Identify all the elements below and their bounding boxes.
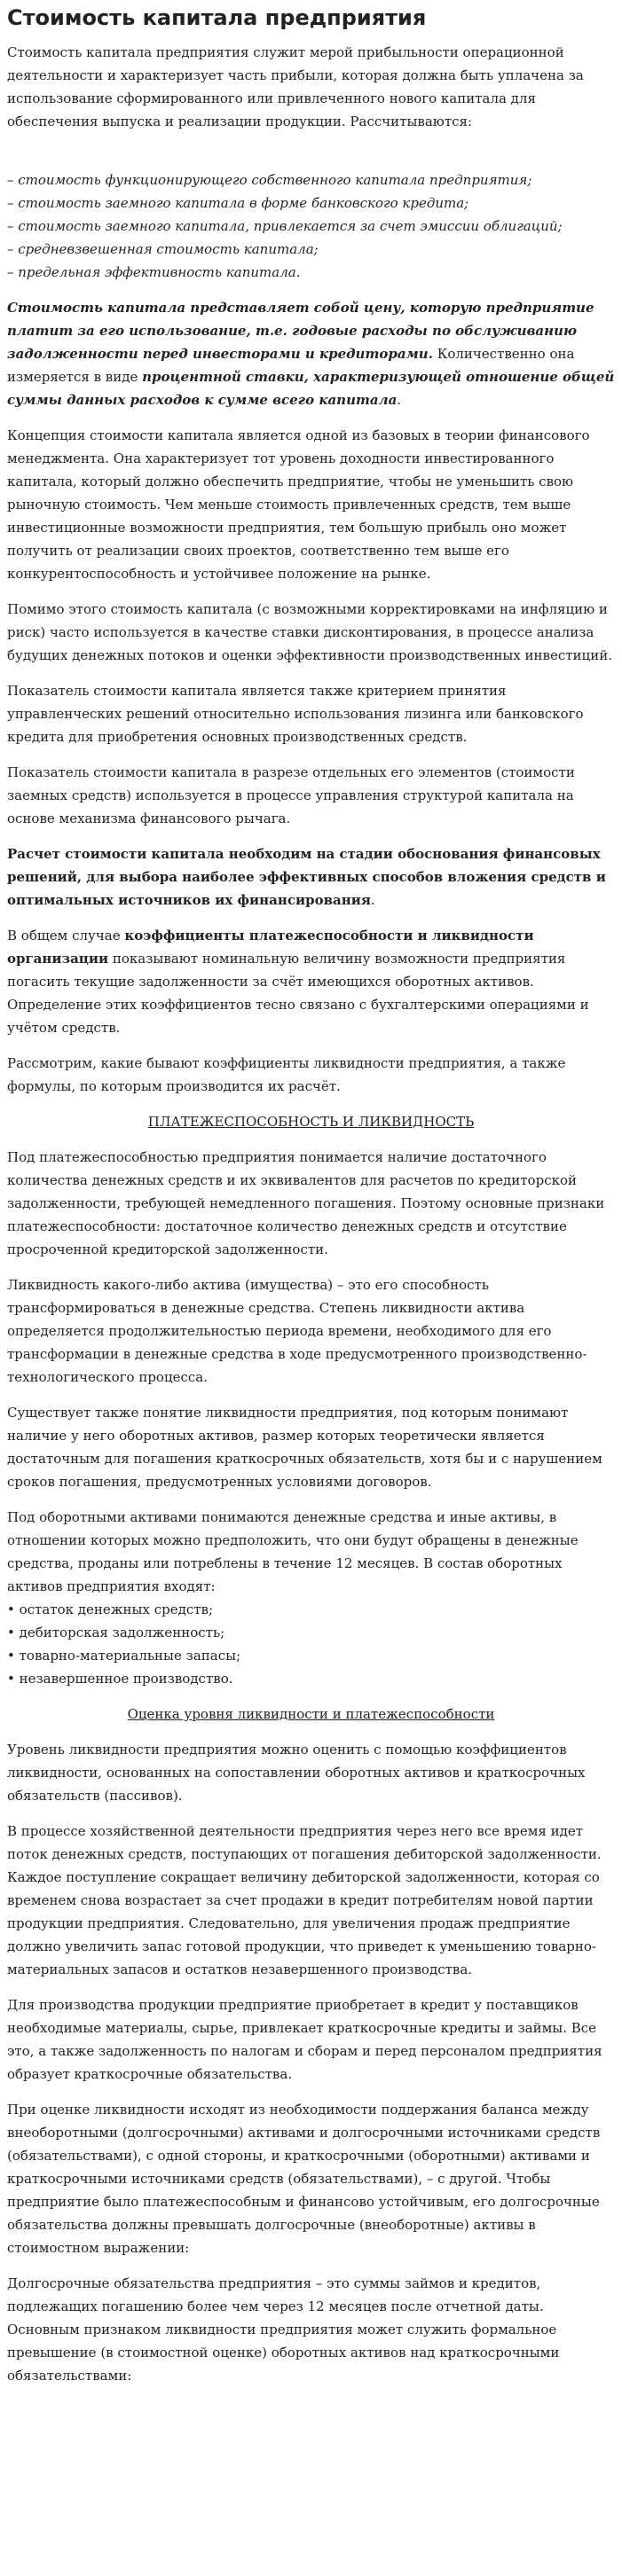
list-item: – стоимость заемного капитала, привлекается за счет эмиссии облигаций; — [7, 218, 563, 234]
list-item: • остаток денежных средств; — [7, 1601, 214, 1617]
level-paragraph: Уровень ликвидности предприятия можно оценить с помощью коэффициентов ликвидности, основанных на сопоставлении оборотных активов и краткосрочных обязательств (пассивов). — [7, 1742, 586, 1804]
concept-paragraph: Концепция стоимости капитала является одной из базовых в теории финансового менеджмента. Она характеризует тот уровень доходности инвестированного капитала, который должно обеспечить предприятие, чтобы не уменьшить свою рыночную стоимость. Чем меньше стоимость привлеченных средств, тем выше инвестиционные возможности предприятия, тем большую прибыль оно может получить от реализации своих проектов, соответственно тем выше его конкурентоспособность и устойчивее положение на рынке. — [7, 427, 590, 582]
assets-list — [7, 1598, 615, 1690]
general-paragraph — [7, 924, 615, 1039]
criterion-paragraph: Показатель стоимости капитала является также критерием принятия управленческих решений относительно использования лизинга или банковского кредита для приобретения основных производственных средств. — [7, 683, 584, 745]
definition-paragraph — [7, 296, 615, 411]
consider-paragraph: Рассмотрим, какие бывают коэффициенты ликвидности предприятия, а также формулы, по которым производится их расчёт. — [7, 1055, 566, 1094]
definition-end: . — [397, 392, 402, 408]
liquidity-company-paragraph: Существует также понятие ликвидности предприятия, под которым понимают наличие у него оборотных активов, размер которых теоретически является достаточным для погашения краткосрочных обязательств, хотя бы и с нарушением сроков погашения, предусмотренных условиями договоров. — [7, 1405, 602, 1490]
structure-paragraph: Показатель стоимости капитала в разрезе отдельных его элементов (стоимости заемных средств) используется в процессе управления структурой капитала на основе механизма финансового рычага. — [7, 764, 575, 826]
current-assets-paragraph: Под оборотными активами понимаются денежные средства и иные активы, в отношении которых можно предположить, что они будут обращены в денежные средства, проданы или потреблены в течение 12 месяцев. В состав оборотных активов предприятия входят: — [7, 1509, 579, 1594]
assessment-paragraph: При оценке ликвидности исходят из необходимости поддержания баланса между внеоборотными (долгосрочными) активами и долгосрочными источниками средств (обязательствами), с одной стороны, и краткосрочными (оборотными) активами и краткосрочными источниками средств (обязательствами), – с другой. Чтобы предприятие было платежеспособным и финансово устойчивым, его долгосрочные обязательства должны превышать долгосрочные (внеоборотные) активы в стоимостном выражении: — [7, 2102, 601, 2256]
list-item: – стоимость функционирующего собственного капитала предприятия; — [7, 172, 532, 188]
list-item: • дебиторская задолженность; — [7, 1625, 225, 1640]
spacer — [7, 145, 615, 168]
longterm-paragraph: Долгосрочные обязательства предприятия – это суммы займов и кредитов, подлежащих погашению более чем через 12 месяцев после отчетной даты. Основным признаком ликвидности предприятия может служить формальное превышение (в стоимостной оценке) оборотных активов над краткосрочными обязательствами: — [7, 2275, 560, 2384]
list-item: – предельная эффективность капитала. — [7, 264, 301, 280]
definition-text: Количественно она измеряется в виде — [7, 346, 575, 385]
process-paragraph: В процессе хозяйственной деятельности предприятия через него все время идет поток денежных средств, поступающих от погашения дебиторской задолженности. Каждое поступление сокращает величину дебиторской задолженности, которая со временем снова возрастает за счет продажи в кредит потребителям новой партии продукции предприятия. Следовательно, для увеличения продаж предприятие должно увеличить запас готовой продукции, что приведет к уменьшению товарно-материальных запасов и остатков незавершенного производства. — [7, 1823, 602, 1977]
liquidity-asset-paragraph: Ликвидность какого-либо актива (имущества) – это его способность трансформироваться в денежные средства. Степень ликвидности актива определяется продолжительностью периода времени, необходимого для его трансформации в денежные средства в ходе предусмотренного производственно-технологического процесса. — [7, 1277, 587, 1385]
section-subheading: Оценка уровня ликвидности и платежеспособности — [127, 1706, 495, 1722]
calc-end: . — [370, 892, 375, 908]
production-paragraph: Для производства продукции предприятие приобретает в кредит у поставщиков необходимые материалы, сырье, привлекает краткосрочные кредиты и займы. Все это, а также задолженность по налогам и сборам и перед персоналом предприятия образует краткосрочные обязательства. — [7, 1997, 602, 2082]
general-start: В общем случае — [7, 928, 125, 943]
general-bold: коэффициенты платежеспособности и ликвидности организации — [7, 928, 534, 967]
general-rest: показывают номинальную величину возможности предприятия погасить текущие задолженности за счёт имеющихся оборотных активов. Определение этих коэффициентов тесно связано с бухгалтерскими операциями и учётом средств. — [7, 951, 589, 1036]
definition-bold-2: процентной ставки, характеризующей отношение общей суммы данных расходов к сумме всего капитала — [7, 369, 615, 408]
calc-list — [7, 168, 615, 284]
list-item: – стоимость заемного капитала в форме банковского кредита; — [7, 195, 469, 211]
list-item: • незавершенное производство. — [7, 1671, 233, 1687]
definition-bold-1: Стоимость капитала представляет собой цену, которую предприятие платит за его использование, т.е. годовые расходы по обслуживанию задолженности перед инвесторами и кредиторами. — [7, 300, 594, 362]
besides-paragraph: Помимо этого стоимость капитала (с возможными корректировками на инфляцию и риск) часто используется в качестве ставки дисконтирования, в процессе анализа будущих денежных потоков и оценки эффективности производственных инвестиций. — [7, 601, 612, 663]
section-heading: ПЛАТЕЖЕСПОСОБНОСТЬ И ЛИКВИДНОСТЬ — [147, 1114, 475, 1130]
solvency-paragraph: Под платежеспособностью предприятия понимается наличие достаточного количества денежных средств и их эквивалентов для расчетов по кредиторской задолженности, требующей немедленного погашения. Поэтому основные признаки платежеспособности: достаточное количество денежных средств и отсутствие просроченной кредиторской задолженности. — [7, 1149, 605, 1257]
calc-bold: Расчет стоимости капитала необходим на стадии обоснования финансовых решений, для выбора наиболее эффективных способов вложения средств и оптимальных источников их финансирования — [7, 846, 606, 908]
list-item: • товарно-материальные запасы; — [7, 1648, 241, 1664]
list-item: – средневзвешенная стоимость капитала; — [7, 241, 319, 257]
calc-paragraph — [7, 842, 615, 912]
page-title: Стоимость капитала предприятия — [7, 5, 427, 30]
intro-paragraph: Стоимость капитала предприятия служит мерой прибыльности операционной деятельности и характеризует часть прибыли, которая должна быть уплачена за использование сформированного или привлеченного нового капитала для обеспечения выпуска и реализации продукции. Рассчитываются: — [7, 44, 584, 129]
